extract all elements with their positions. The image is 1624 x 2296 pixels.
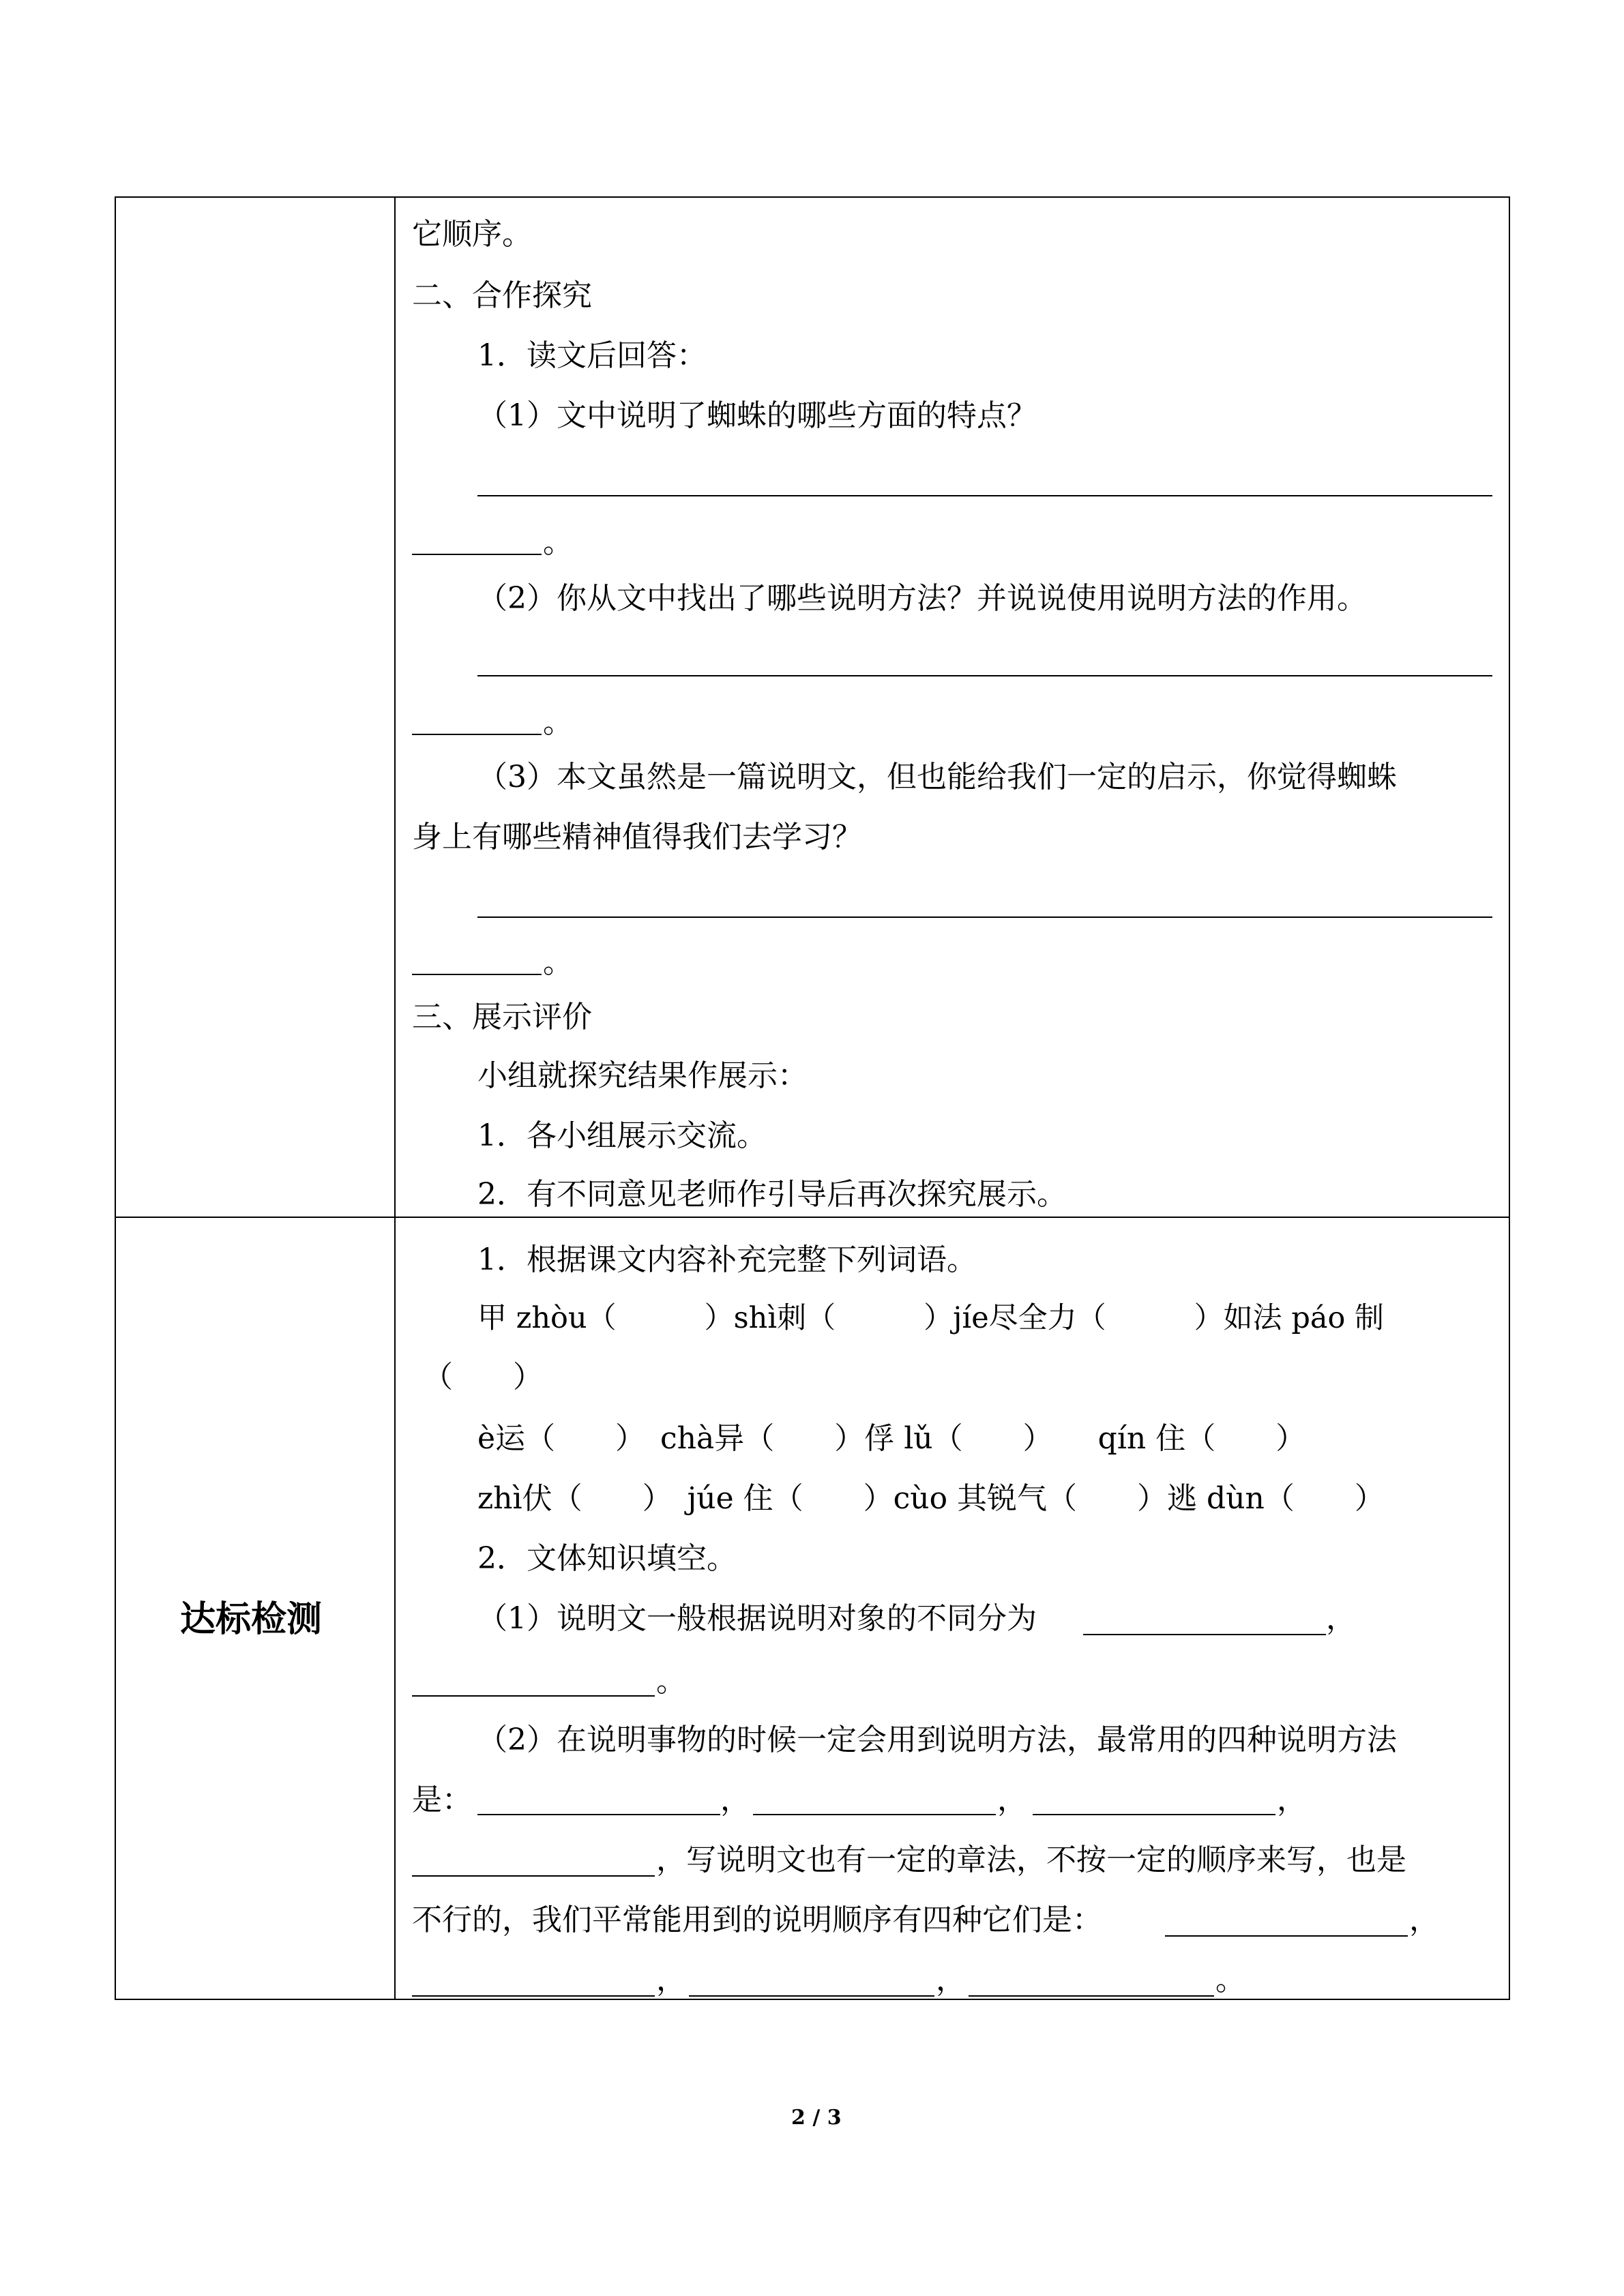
text-line: 2．有不同意见老师作引导后再次探究展示。 — [477, 1177, 1067, 1212]
answer-blank[interactable] — [1083, 1634, 1326, 1635]
comma: ， — [997, 1783, 1027, 1817]
comma: ， — [936, 1963, 966, 1997]
answer-blank[interactable] — [412, 1695, 655, 1697]
period: 。 — [543, 945, 573, 980]
period: 。 — [656, 1664, 686, 1699]
period: 。 — [543, 525, 573, 560]
section-heading-cooperative-inquiry: 二、合作探究 — [412, 278, 592, 313]
answer-line[interactable] — [412, 554, 542, 555]
question-heading: 1．读文后回答： — [477, 338, 707, 373]
period: 。 — [1215, 1963, 1245, 1997]
question-2-2-cont: ，写说明文也有一定的章法，不按一定的顺序来写，也是 — [656, 1843, 1406, 1877]
answer-blank[interactable] — [1165, 1935, 1408, 1937]
answer-blank[interactable] — [969, 1995, 1214, 1997]
vocabulary-line: （ ） — [423, 1360, 543, 1395]
vocabulary-line: è运（ ） chà异（ ）俘 lǔ（ ） qín 住（ ） — [477, 1421, 1306, 1456]
answer-blank[interactable] — [1033, 1814, 1275, 1815]
comma: ， — [656, 1963, 686, 1997]
question-3-cont: 身上有哪些精神值得我们去学习？ — [412, 820, 862, 854]
question-2-2-cont: 不行的，我们平常能用到的说明顺序有四种它们是： — [412, 1903, 1102, 1937]
question-2-2-cont: 是： — [412, 1783, 472, 1817]
answer-blank[interactable] — [412, 1995, 655, 1997]
period: 。 — [543, 705, 573, 740]
comma: ， — [1409, 1903, 1439, 1937]
row-divider — [115, 1217, 1510, 1218]
question-2: （2）你从文中找出了哪些说明方法？并说说使用说明方法的作用。 — [477, 581, 1367, 616]
question-1: （1）文中说明了蜘蛛的哪些方面的特点？ — [477, 398, 1037, 433]
column-divider — [394, 196, 396, 2000]
text-line: 小组就探究结果作展示： — [477, 1058, 808, 1093]
answer-blank[interactable] — [477, 1814, 720, 1815]
answer-line[interactable] — [477, 495, 1492, 496]
question-2-1: （1）说明文一般根据说明对象的不同分为 — [477, 1601, 1037, 1636]
answer-blank[interactable] — [753, 1814, 996, 1815]
section-heading-display-evaluation: 三、展示评价 — [412, 1000, 592, 1034]
text-line: 它顺序。 — [412, 217, 532, 252]
question-3: （3）本文虽然是一篇说明文，但也能给我们一定的启示，你觉得蜘蛛 — [477, 760, 1397, 794]
answer-blank[interactable] — [412, 1875, 655, 1877]
row-label-assessment: 达标检测 — [180, 1599, 323, 1640]
vocabulary-line: 甲 zhòu（ ）shì刺（ ）jíe尽全力（ ）如法 páo 制 — [477, 1301, 1385, 1335]
answer-line[interactable] — [477, 675, 1492, 676]
question-2-2: （2）在说明事物的时候一定会用到说明方法，最常用的四种说明方法 — [477, 1723, 1397, 1757]
vocabulary-line: zhì伏（ ） júe 住（ ）cùo 其锐气（ ）逃 dùn（ ） — [477, 1481, 1385, 1516]
text-line: 1．各小组展示交流。 — [477, 1118, 767, 1153]
answer-line[interactable] — [412, 734, 542, 735]
comma: ， — [720, 1783, 750, 1817]
question-1: 1．根据课文内容补充完整下列词语。 — [477, 1242, 977, 1277]
answer-line[interactable] — [412, 974, 542, 975]
comma: ， — [1326, 1601, 1356, 1636]
question-2: 2．文体知识填空。 — [477, 1541, 737, 1576]
comma: ， — [1277, 1783, 1307, 1817]
answer-line[interactable] — [477, 916, 1492, 918]
page-number: 2 / 3 — [791, 2106, 842, 2130]
answer-blank[interactable] — [689, 1995, 934, 1997]
